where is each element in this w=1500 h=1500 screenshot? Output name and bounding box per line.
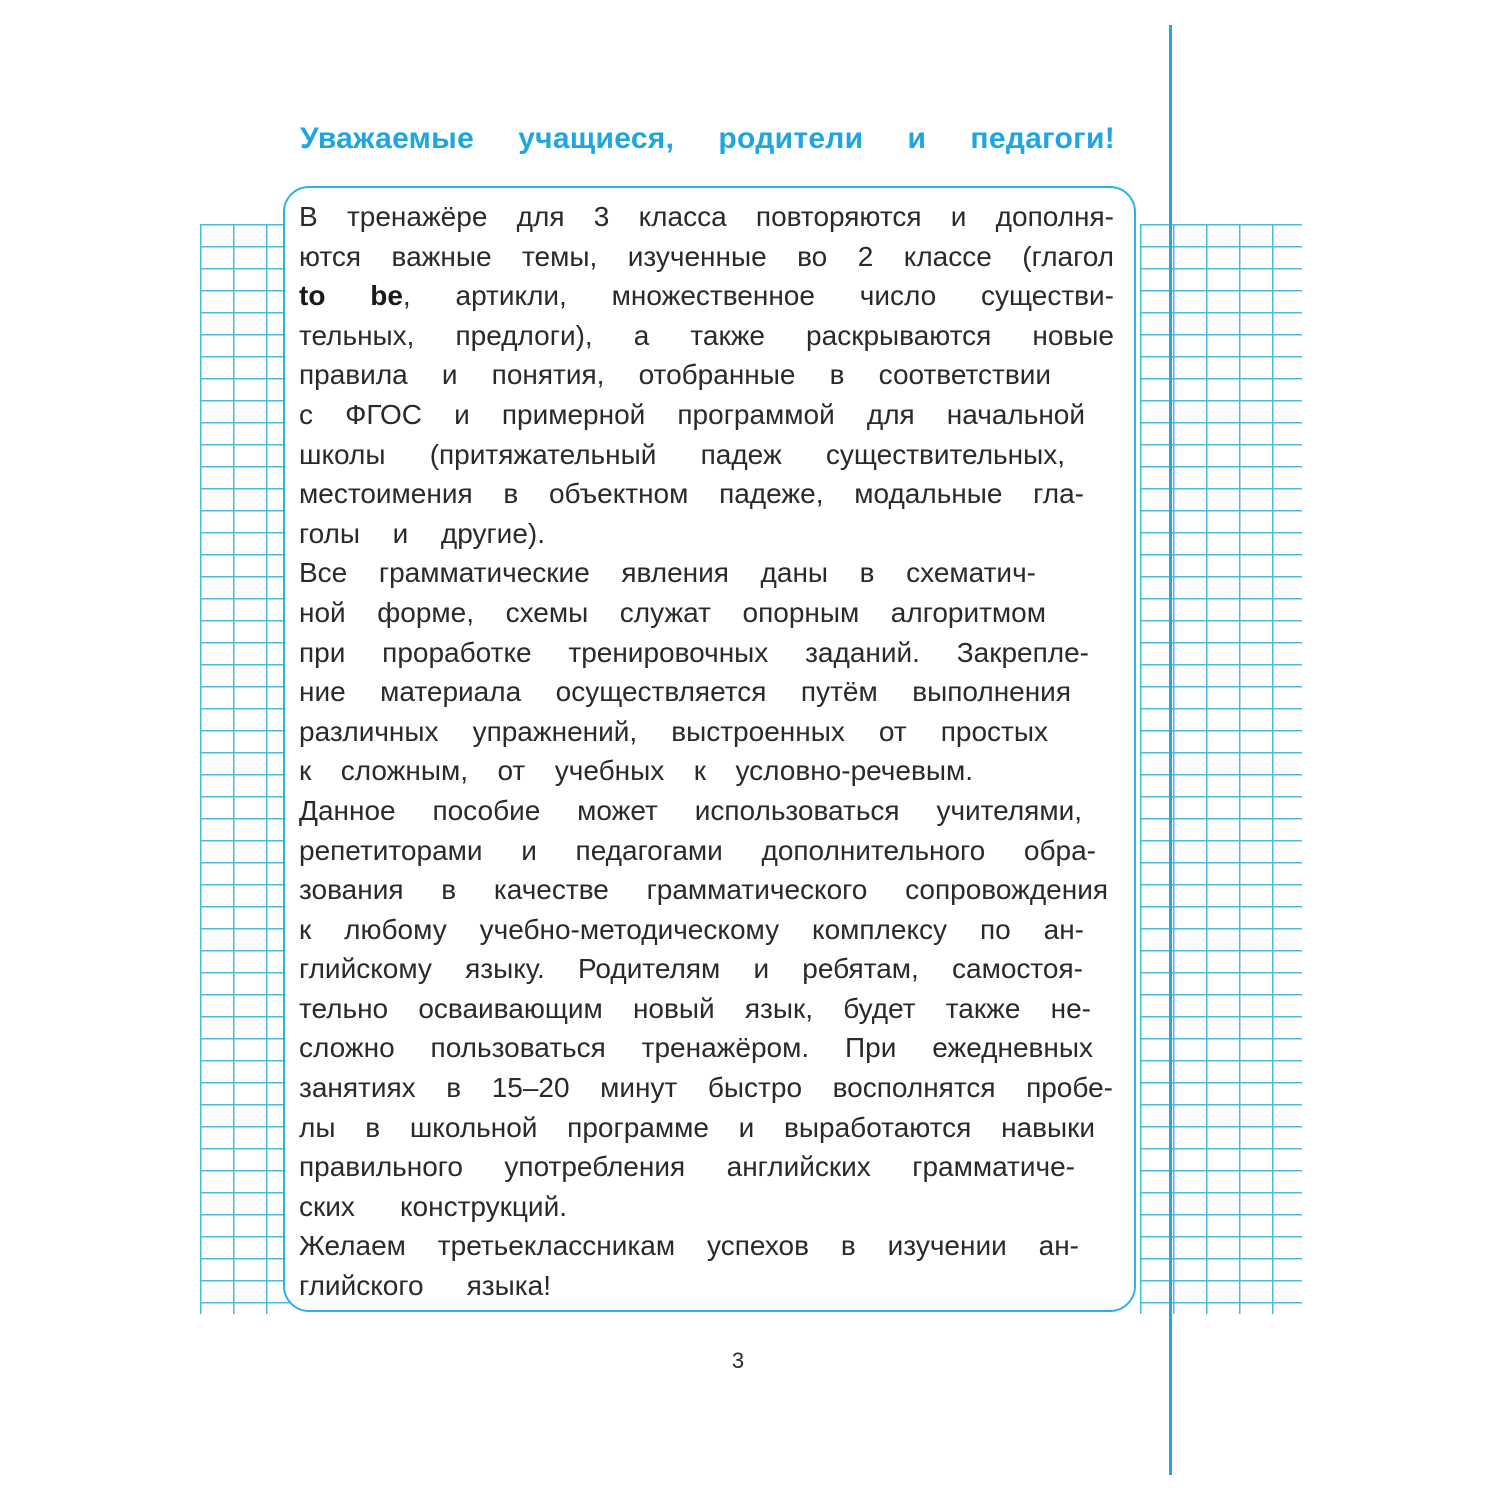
text-line: различных упражнений, выстроенных от простых	[299, 715, 1048, 747]
text-line: правила и понятия, отобранные в соответствии	[299, 359, 1051, 391]
text-line: тельно осваивающим новый язык, будет также не-	[299, 992, 1091, 1024]
text-line: Данное пособие может использоваться учителями,	[299, 794, 1082, 826]
text-line	[299, 276, 1114, 316]
text-line: ских конструкций.	[299, 1190, 567, 1222]
page-number: 3	[731, 1348, 745, 1373]
text-line: В тренажёре для 3 класса повторяются и дополня-	[299, 201, 1114, 232]
text-line: тельных, предлоги), а также раскрываются новые	[299, 319, 1114, 351]
text-line: глийского языка!	[299, 1270, 551, 1302]
text-line: с ФГОС и примерной программой для начальной	[299, 398, 1085, 430]
page-title: Уважаемые учащиеся, родители и педагоги!	[300, 122, 1115, 155]
text-line: к сложным, от учебных к условно-речевым.	[299, 755, 973, 787]
text-line: при проработке тренировочных заданий. Закрепле-	[299, 636, 1089, 668]
notebook-grid-right	[1140, 224, 1302, 1314]
text-line: Желаем третьеклассникам успехов в изучении ан-	[299, 1230, 1079, 1262]
text-line: голы и другие).	[299, 517, 545, 549]
intro-text	[299, 197, 1114, 1306]
text-line: лы в школьной программе и выработаются навыки	[299, 1111, 1095, 1143]
text-line: сложно пользоваться тренажёром. При ежедневных	[299, 1032, 1093, 1064]
notebook-grid-left	[200, 224, 290, 1314]
text-line: правильного употребления английских грамматиче-	[299, 1151, 1075, 1183]
text-line: ются важные темы, изученные во 2 классе (глагол	[299, 240, 1114, 272]
text-line: глийскому языку. Родителям и ребятам, самостоя-	[299, 953, 1083, 985]
text-line: Все грамматические явления даны в схематич-	[299, 557, 1036, 589]
text-fragment: , артикли, множественное число существи-	[402, 280, 1114, 312]
text-line: зования в качестве грамматического сопровождения	[299, 874, 1108, 906]
bold-term: to be	[299, 280, 403, 312]
text-line: школы (притяжательный падеж существительных,	[299, 438, 1065, 470]
text-line: репетиторами и педагогами дополнительного обра-	[299, 834, 1096, 866]
text-line: ной форме, схемы служат опорным алгоритмом	[299, 596, 1046, 628]
text-line: ние материала осуществляется путём выполнения	[299, 676, 1071, 708]
text-line: занятиях в 15–20 минут быстро восполнятся пробе-	[299, 1072, 1113, 1104]
text-line: к любому учебно-методическому комплексу по ан-	[299, 913, 1084, 945]
text-line: местоимения в объектном падеже, модальные гла-	[299, 478, 1084, 510]
notebook-margin-line	[1169, 25, 1172, 1475]
